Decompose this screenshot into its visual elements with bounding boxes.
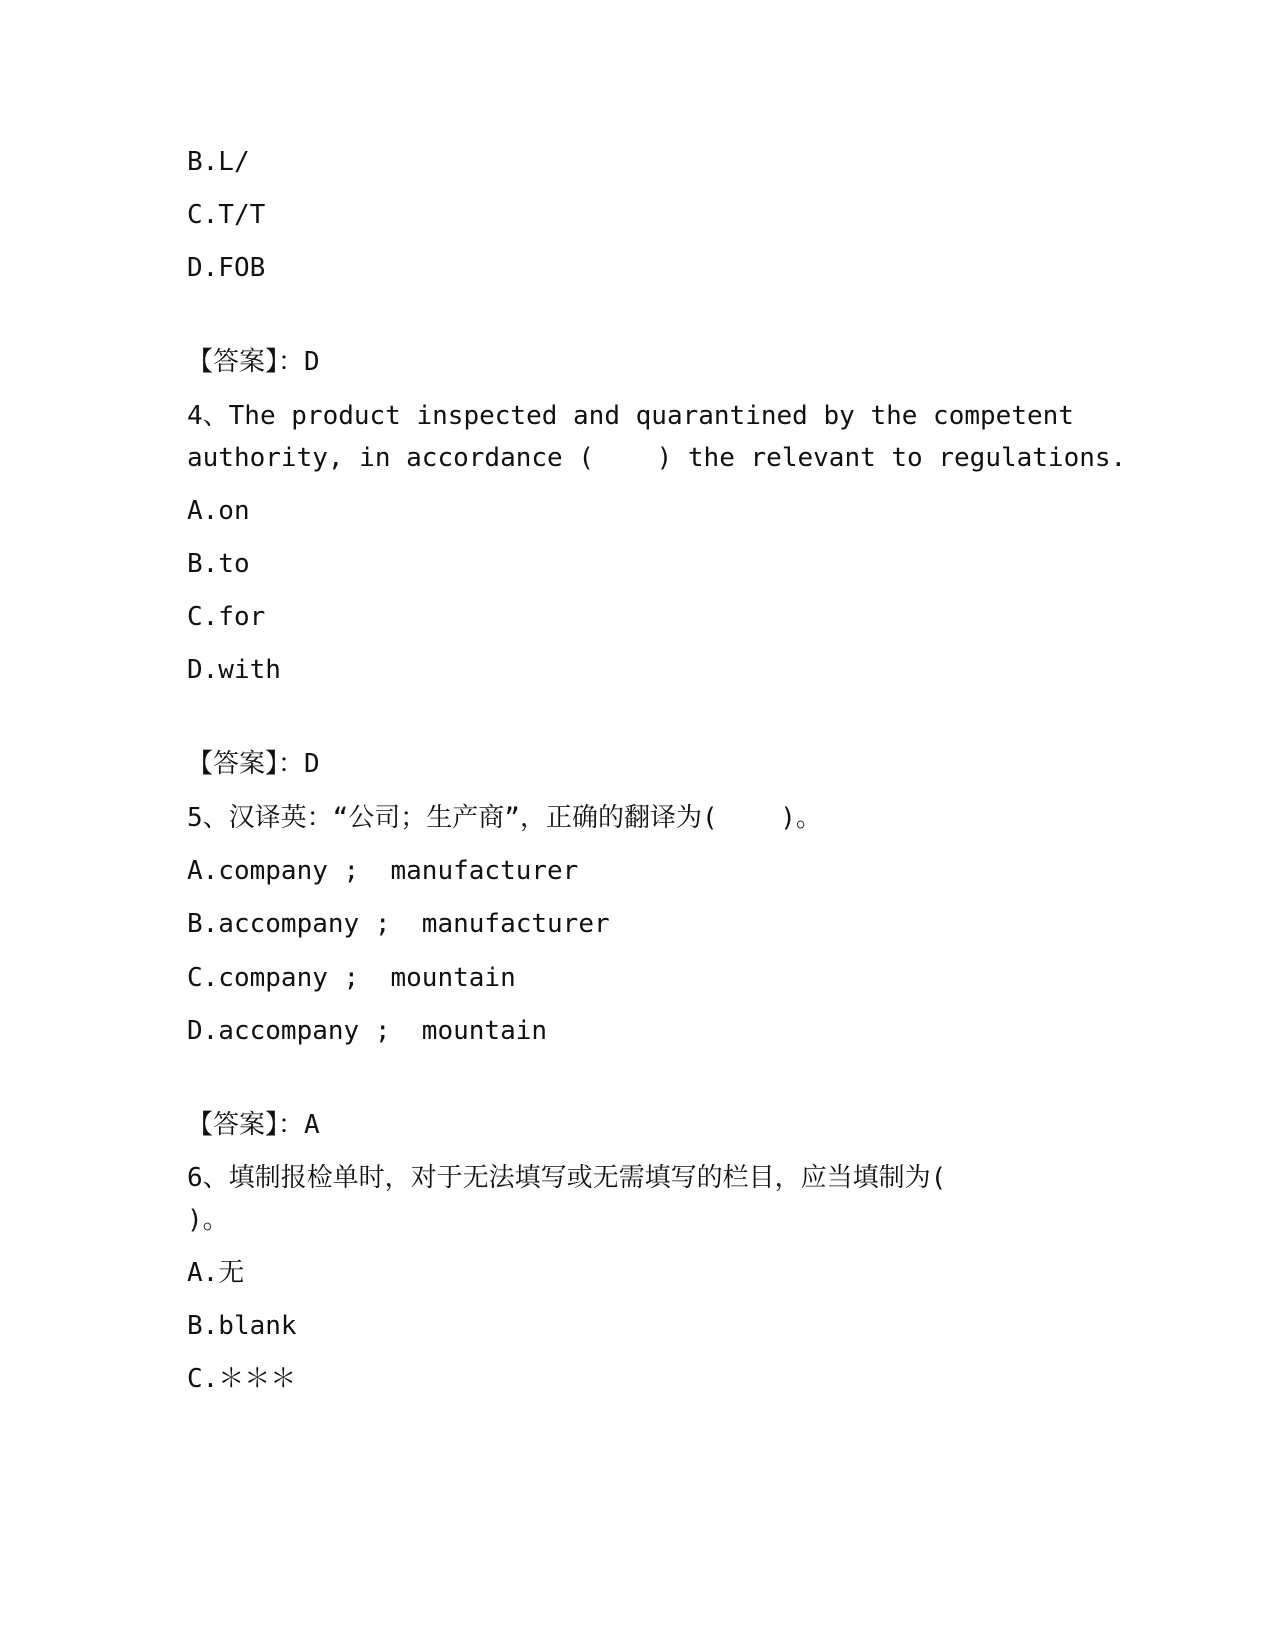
- q5-answer: 【答案】：A: [187, 1110, 320, 1140]
- q5-option-c: C.company ; mountain: [187, 963, 516, 993]
- option-b-prev: B.L/: [187, 147, 250, 177]
- q4-option-a: A.on: [187, 496, 250, 526]
- question-4-line-2: authority, in accordance ( ) the relevant to regulations.: [187, 443, 1127, 473]
- option-d-prev: D.FOB: [187, 253, 266, 283]
- q4-answer: 【答案】：D: [187, 749, 320, 779]
- q4-option-c: C.for: [187, 602, 266, 632]
- question-4-line-1: 4、The product inspected and quarantined by the competent: [187, 401, 1074, 431]
- q6-option-b: B.blank: [187, 1311, 297, 1341]
- q6-option-a: A.无: [187, 1258, 245, 1288]
- q6-option-c: C.＊＊＊: [187, 1364, 297, 1394]
- q5-option-a: A.company ; manufacturer: [187, 856, 579, 886]
- answer-prev: 【答案】：D: [187, 347, 320, 377]
- question-6-line-2: )。: [187, 1205, 229, 1235]
- q5-option-b: B.accompany ; manufacturer: [187, 909, 610, 939]
- option-c-prev: C.T/T: [187, 200, 266, 230]
- q4-option-b: B.to: [187, 549, 250, 579]
- question-5-stem: 5、汉译英：“公司；生产商”，正确的翻译为( )。: [187, 803, 822, 833]
- q4-option-d: D.with: [187, 655, 281, 685]
- q5-option-d: D.accompany ; mountain: [187, 1016, 548, 1046]
- question-6-line-1: 6、填制报检单时，对于无法填写或无需填写的栏目，应当填制为(: [187, 1163, 947, 1193]
